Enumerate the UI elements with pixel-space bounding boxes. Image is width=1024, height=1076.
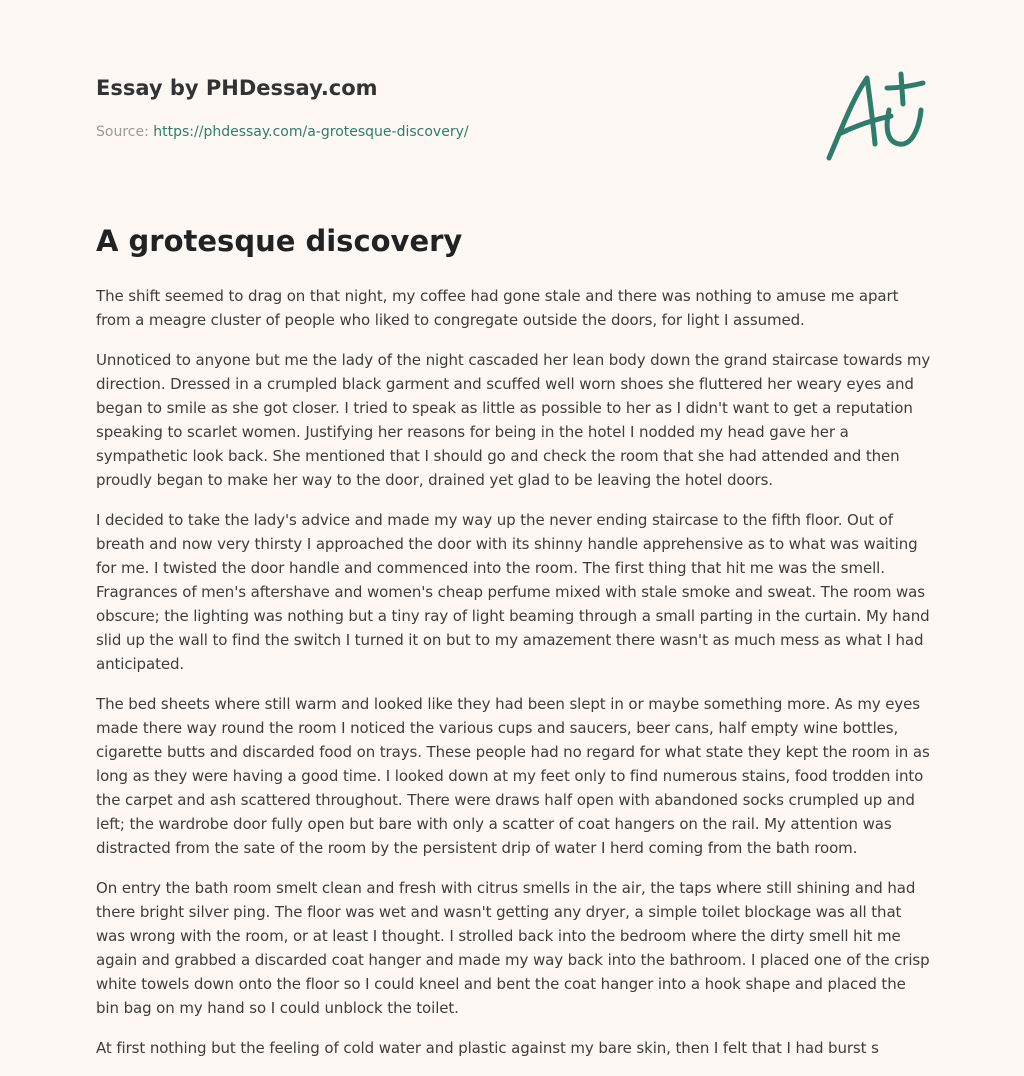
page-header <box>96 76 928 176</box>
source-label: Source: <box>96 124 149 140</box>
article-title: A grotesque discovery <box>96 224 463 258</box>
paragraph: The bed sheets where still warm and looked like they had been slept in or maybe something more. As my eyes made there way round the room I noticed the various cups and saucers, beer cans, half empty wine bottles, cigarette butts and discarded food on trays. These people had no regard for what state they kept the room in as long as they were having a good time. I looked down at my feet only to find numerous stains, food trodden into the carpet and ash scattered throughout. There were draws half open with abandoned socks crumpled up and left; the wardrobe door fully open but bare with only a scatter of coat hangers on the rail. My attention was distracted from the sate of the room by the persistent drip of water I herd coming from the bath room. <box>96 695 930 857</box>
source-line <box>96 124 469 140</box>
site-title: Essay by PHDessay.com <box>96 76 378 100</box>
article-body <box>96 284 932 1076</box>
paragraph: At first nothing but the feeling of cold water and plastic against my bare skin, then I felt that I had burst s <box>96 1039 879 1057</box>
source-link[interactable]: https://phdessay.com/a-grotesque-discovery/ <box>153 124 469 140</box>
paragraph: I decided to take the lady's advice and made my way up the never ending staircase to the fifth floor. Out of breath and now very thirsty I approached the door with its shinny handle apprehensive as to what was waiting for me. I twisted the door handle and commenced into the room. The first thing that hit me was the smell. Fragrances of men's aftershave and women's cheap perfume mixed with stale smoke and sweat. The room was obscure; the lighting was nothing but a tiny ray of light beaming through a small parting in the curtain. My hand slid up the wall to find the switch I turned it on but to my amazement there wasn't as much mess as what I had anticipated. <box>96 511 930 673</box>
paragraph: Unnoticed to anyone but me the lady of the night cascaded her lean body down the grand staircase towards my direction. Dressed in a crumpled black garment and scuffed well worn shoes she fluttered her weary eyes and began to smile as she got closer. I tried to speak as little as possible to her as I didn't want to get a reputation speaking to scarlet women. Justifying her reasons for being in the hotel I nodded my head gave her a sympathetic look back. She mentioned that I should go and check the room that she had attended and then proudly began to make her way to the door, drained yet glad to be leaving the hotel doors. <box>96 351 931 489</box>
paragraph: On entry the bath room smelt clean and fresh with citrus smells in the air, the taps where still shining and had there bright silver ping. The floor was wet and wasn't getting any dryer, a simple toilet blockage was all that was wrong with the room, or at least I thought. I strolled back into the bedroom where the dirty smell hit me again and grabbed a discarded coat hanger and made my way back into the bathroom. I placed one of the crisp white towels down onto the floor so I could kneel and bent the coat hanger into a hook shape and placed the bin bag on my hand so I could unblock the toilet. <box>96 879 930 1017</box>
paragraph: The shift seemed to drag on that night, my coffee had gone stale and there was nothing to amuse me apart from a meagre cluster of people who liked to congregate outside the doors, for light I assumed. <box>96 287 899 329</box>
a-plus-logo-icon <box>823 70 927 162</box>
